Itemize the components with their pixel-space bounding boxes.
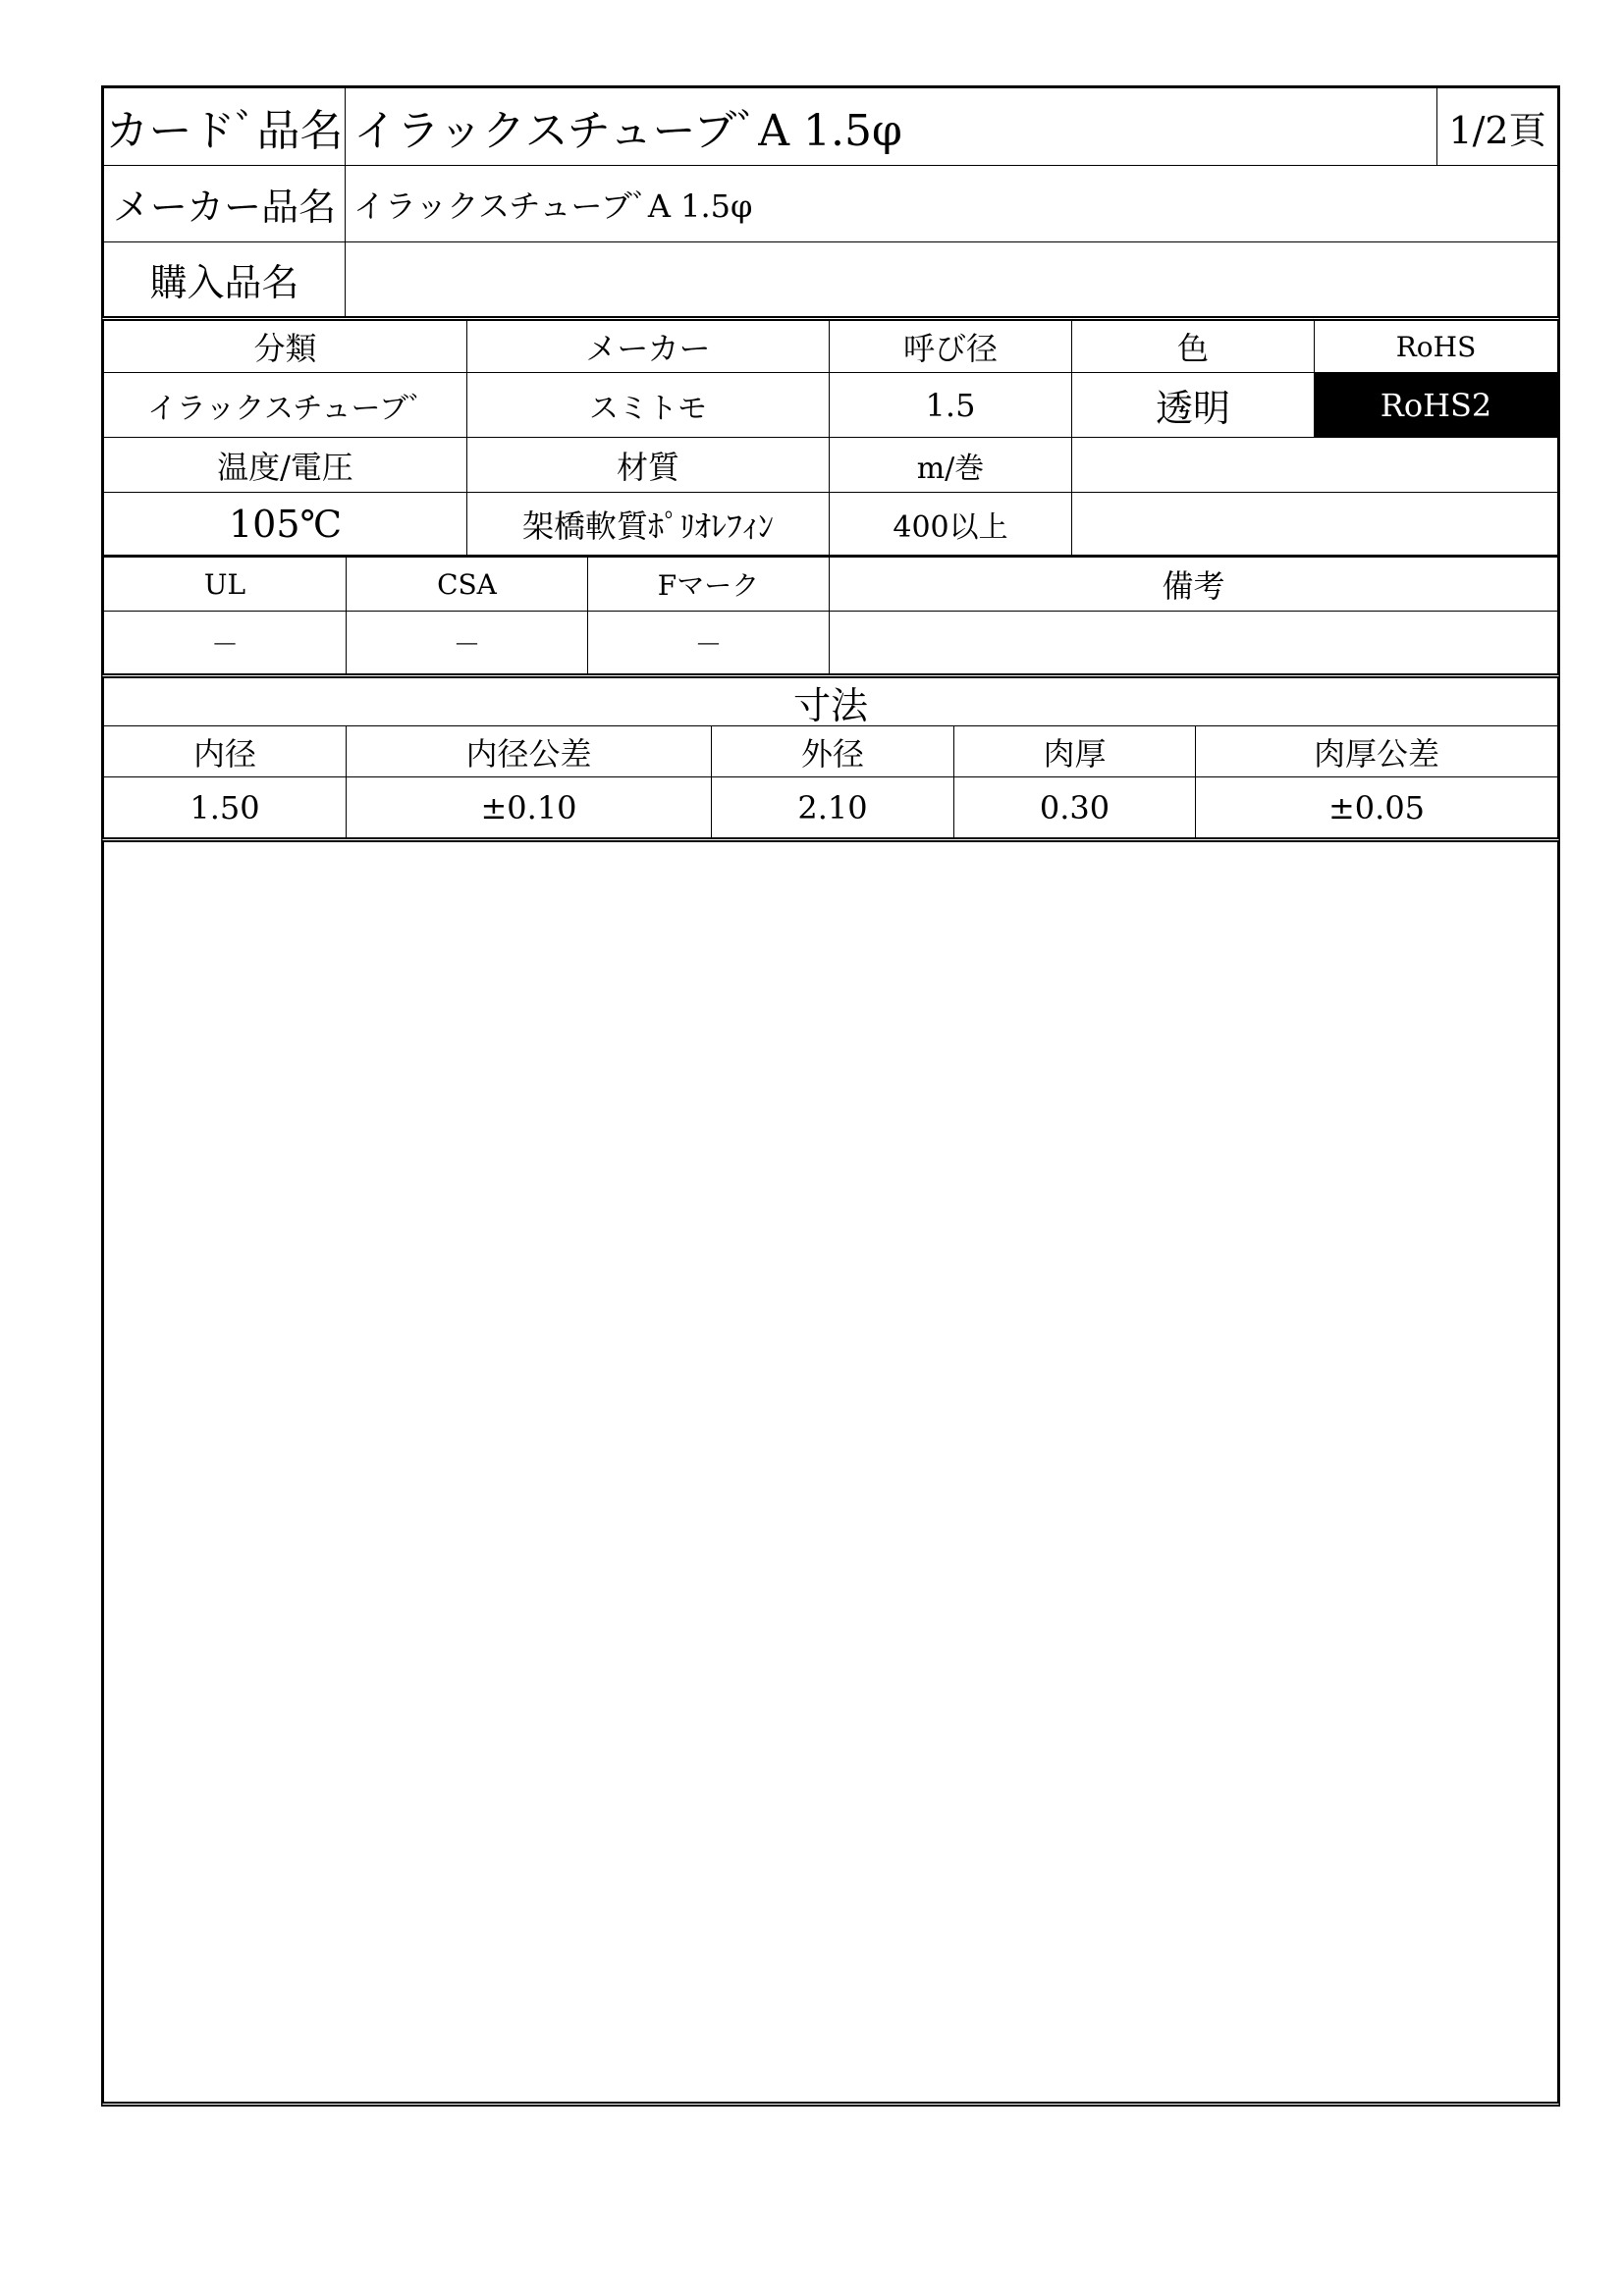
- inner-diameter-header: 内径: [192, 734, 256, 773]
- temp-voltage-header: 温度/電圧: [217, 448, 353, 486]
- maker-name-label: メーカー品名: [112, 186, 337, 229]
- color-header: 色: [1071, 321, 1314, 372]
- dimensions-title-row: [104, 678, 1557, 725]
- csa-value: －: [346, 612, 587, 673]
- rohs-badge: RoHS2: [1314, 373, 1557, 437]
- dimensions-header-row: [104, 725, 1557, 776]
- spec1-value-row: [104, 372, 1557, 437]
- dimensions-section: [101, 673, 1560, 842]
- page-number: 1/2頁: [1436, 88, 1557, 165]
- maker-value: スミトモ: [466, 373, 829, 437]
- header-section: [101, 85, 1560, 316]
- temp-voltage-value: 105℃: [228, 502, 343, 546]
- outer-diameter-value: 2.10: [711, 777, 953, 837]
- material-header: 材質: [466, 438, 829, 492]
- spec1-header-row: [104, 321, 1557, 372]
- wall-thickness-header: 肉厚: [953, 726, 1195, 776]
- nominal-diameter-header: 呼び径: [829, 321, 1071, 372]
- spec2-header-row: [104, 437, 1557, 492]
- card-name-row: [104, 88, 1557, 165]
- remarks-value: [829, 612, 1557, 673]
- maker-name-value: イラックスチューブﾞA 1.5φ: [345, 166, 1557, 241]
- length-per-roll-header: m/巻: [829, 438, 1071, 492]
- length-per-roll-value: 400以上: [829, 493, 1071, 555]
- inner-diameter-value: 1.50: [189, 788, 260, 827]
- spec3-value-row: [104, 611, 1557, 673]
- category-header: 分類: [253, 330, 317, 367]
- spec2-value-row: [104, 492, 1557, 555]
- spec2-empty-header: [1071, 438, 1557, 492]
- csa-header: CSA: [346, 558, 587, 611]
- color-value: 透明: [1071, 373, 1314, 437]
- nominal-diameter-value: 1.5: [829, 373, 1071, 437]
- inner-diameter-tolerance-value: ±0.10: [346, 777, 711, 837]
- purchase-name-label: 購入品名: [149, 261, 299, 304]
- rohs-header: RoHS: [1314, 321, 1557, 372]
- purchase-name-row: [104, 241, 1557, 316]
- spec2-empty-value: [1071, 493, 1557, 555]
- spec3-header-row: [104, 558, 1557, 611]
- f-mark-header: Fマーク: [587, 558, 829, 611]
- dimensions-title: 寸法: [792, 683, 868, 725]
- material-value: 架橋軟質ﾎﾟﾘｵﾚﾌｨﾝ: [466, 493, 829, 555]
- ul-value: －: [210, 627, 239, 661]
- f-mark-value: －: [587, 612, 829, 673]
- purchase-name-value: [345, 242, 1557, 316]
- ul-header: UL: [203, 567, 246, 601]
- wall-thickness-tolerance-header: 肉厚公差: [1195, 726, 1557, 776]
- wall-thickness-tolerance-value: ±0.05: [1195, 777, 1557, 837]
- dimensions-value-row: [104, 776, 1557, 837]
- wall-thickness-value: 0.30: [953, 777, 1195, 837]
- maker-name-row: [104, 165, 1557, 241]
- card-name-value: イラックスチューブﾞA 1.5φ: [345, 88, 1436, 165]
- drawing-area: [101, 842, 1560, 2107]
- category-value: イラックスチューブﾞ: [146, 391, 424, 426]
- remarks-header: 備考: [829, 558, 1557, 611]
- inner-diameter-tolerance-header: 内径公差: [346, 726, 711, 776]
- card-name-label: カードﾞ品名: [105, 106, 344, 156]
- spec-section: [101, 316, 1560, 555]
- outer-diameter-header: 外径: [711, 726, 953, 776]
- standards-section: [101, 555, 1560, 673]
- product-card: [101, 85, 1560, 2107]
- maker-header: メーカー: [466, 321, 829, 372]
